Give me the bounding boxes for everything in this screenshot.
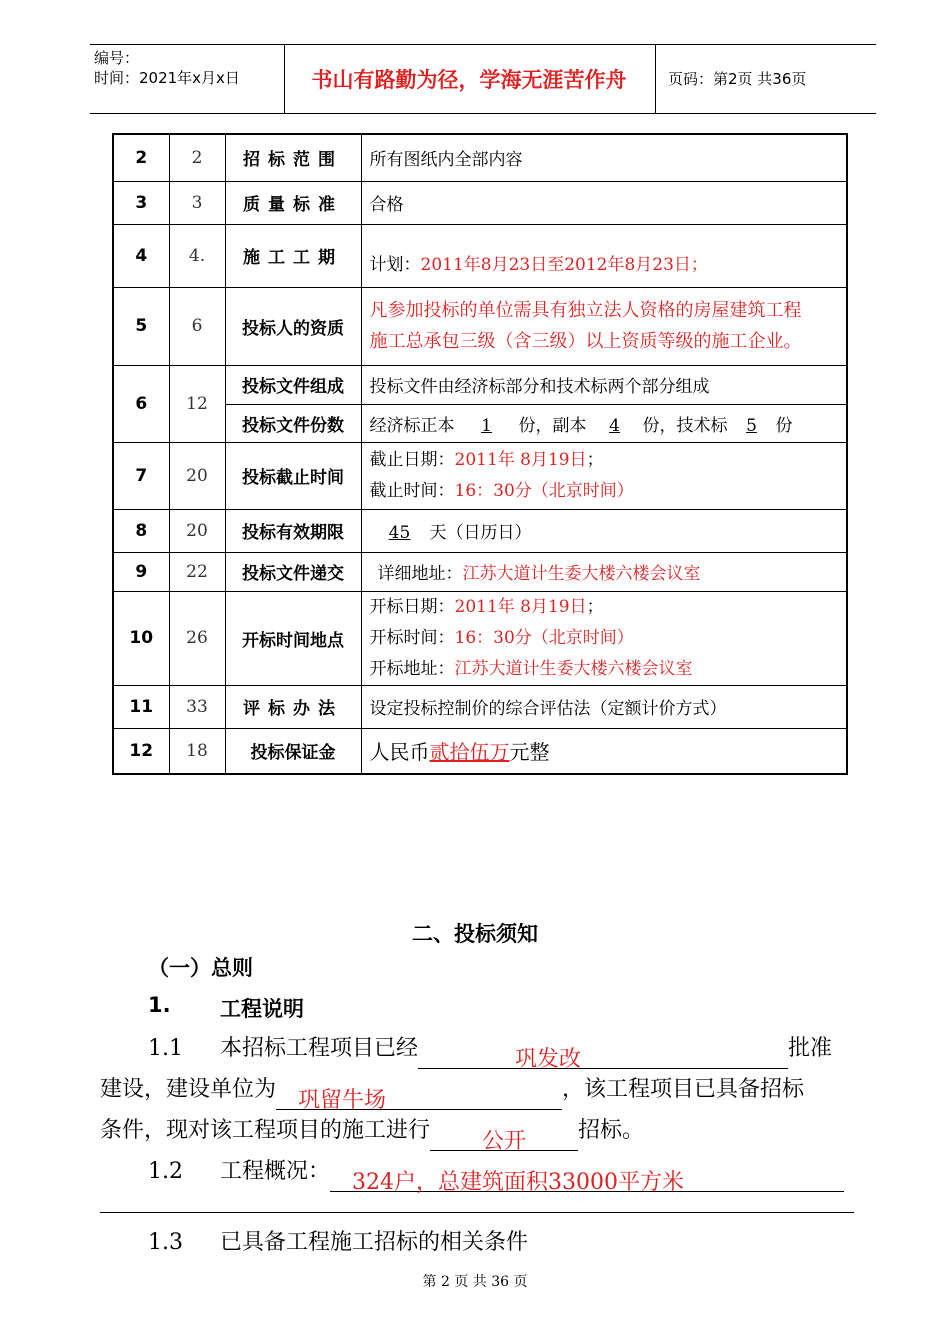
section-divider	[100, 1212, 854, 1213]
tender-method	[430, 1121, 578, 1154]
technical-copies-value: 5	[746, 415, 757, 436]
copies-text: 经济标正本	[369, 415, 455, 436]
clause-number-text: 1.3	[148, 1230, 183, 1255]
table-row	[113, 685, 847, 728]
clause-text: 条件，现对该工程项目的施工进行	[100, 1118, 431, 1143]
deadline-date-line	[370, 445, 839, 476]
opening-address-line	[370, 654, 839, 685]
clause-text: 工程概况：	[220, 1159, 331, 1184]
row-content: 所有图纸内全部内容	[361, 134, 847, 181]
page-header	[90, 44, 876, 114]
row-number: 2	[113, 134, 169, 181]
copies-text: 份，技术标	[642, 415, 728, 436]
header-bottom-rule	[90, 113, 876, 114]
duplicate-copies-value: 4	[609, 415, 620, 436]
table-row	[113, 224, 847, 287]
clause-number	[100, 1222, 220, 1263]
table-row	[113, 134, 847, 181]
clause-text: ，该工程项目已具备招标	[562, 1077, 805, 1102]
table-row	[113, 181, 847, 224]
item-title: 工程说明	[220, 997, 304, 1021]
row-number: 3	[113, 181, 169, 224]
punctuation: ；	[586, 449, 604, 470]
row-item: 投标文件递交	[225, 552, 361, 591]
row-item: 投标人的资质	[225, 287, 361, 365]
deposit-prefix: 人民币	[369, 740, 430, 765]
row-content	[361, 287, 847, 365]
table-row	[113, 728, 847, 774]
row-content	[361, 591, 847, 685]
qualification-line: 施工总承包三级（含三级）以上资质等级的施工企业。	[369, 331, 802, 352]
schedule-value: 2011年8月23日至2012年8月23日；	[420, 255, 708, 275]
row-ref: 20	[169, 442, 225, 509]
clause-number-text: 1.2	[148, 1159, 183, 1184]
project-overview	[330, 1162, 844, 1195]
row-item: 投标有效期限	[225, 509, 361, 552]
row-item: 招标范围	[225, 134, 361, 181]
header-page-info: 页码：第2页 共36页	[668, 70, 807, 88]
paragraph-1-1	[100, 1028, 833, 1072]
original-copies-value: 1	[481, 415, 492, 436]
row-ref: 6	[169, 287, 225, 365]
copies-text: 份	[775, 415, 793, 436]
opening-time-label: 开标时间：	[369, 627, 455, 648]
validity-days-unit: 天（日历日）	[429, 523, 532, 543]
owner-unit	[276, 1080, 562, 1113]
copies-text: 份，副本	[518, 415, 587, 436]
qualification-line: 凡参加投标的单位需具有独立法人资格的房屋建筑工程	[369, 300, 802, 321]
table-row	[113, 287, 847, 365]
row-ref: 2	[169, 134, 225, 181]
row-ref: 33	[169, 685, 225, 728]
row-content	[361, 728, 847, 774]
table-row	[113, 591, 847, 685]
row-ref: 26	[169, 591, 225, 685]
clause-text: 已具备工程施工招标的相关条件	[220, 1230, 529, 1255]
row-item: 投标文件份数	[225, 404, 361, 442]
opening-date-value: 2011年 8月19日	[454, 596, 587, 617]
row-content: 合格	[361, 181, 847, 224]
deposit-amount: 贰拾伍万	[429, 740, 510, 765]
table-row	[113, 552, 847, 591]
row-content	[361, 442, 847, 509]
row-ref: 22	[169, 552, 225, 591]
paragraph-1-2	[100, 1151, 844, 1195]
row-content: 投标文件由经济标部分和技术标两个部分组成	[361, 365, 847, 404]
header-divider	[655, 44, 656, 113]
punctuation: ；	[586, 596, 604, 617]
clause-text: 建设，建设单位为	[100, 1077, 277, 1102]
row-ref: 20	[169, 509, 225, 552]
deadline-time-line	[370, 476, 839, 507]
row-ref: 12	[169, 365, 225, 442]
row-number: 9	[113, 552, 169, 591]
row-number: 7	[113, 442, 169, 509]
table-row	[113, 442, 847, 509]
row-number: 11	[113, 685, 169, 728]
clause-text: 招标。	[578, 1118, 645, 1143]
row-ref: 18	[169, 728, 225, 774]
row-content	[361, 509, 847, 552]
paragraph-1-1-line-2	[100, 1069, 805, 1113]
owner-unit-value: 巩留牛场	[298, 1088, 387, 1113]
table-row	[113, 365, 847, 404]
item-number: 1.	[148, 993, 171, 1017]
row-content	[361, 404, 847, 442]
schedule-label: 计划：	[369, 255, 421, 275]
opening-date-label: 开标日期：	[369, 596, 455, 617]
deposit-suffix: 元整	[509, 740, 550, 765]
opening-address-value: 江苏大道计生委大楼六楼会议室	[454, 658, 693, 679]
tender-info-table	[112, 133, 848, 775]
row-item: 投标保证金	[225, 728, 361, 774]
approval-authority	[418, 1039, 788, 1072]
document-time-label: 时间：2021年x月x日	[94, 69, 240, 87]
row-item: 施工工期	[225, 224, 361, 287]
deadline-date-value: 2011年 8月19日	[454, 449, 587, 470]
deadline-time-value: 16：30分（北京时间）	[454, 480, 634, 501]
row-number: 6	[113, 365, 169, 442]
section-title: 二、投标须知	[412, 922, 538, 946]
opening-date-line	[370, 592, 839, 623]
clause-number	[100, 1028, 220, 1069]
address-value: 江苏大道计生委大楼六楼会议室	[462, 564, 701, 584]
paragraph-1-1-line-3	[100, 1110, 645, 1154]
row-content	[361, 552, 847, 591]
opening-address-label: 开标地址：	[369, 658, 455, 679]
row-number: 4	[113, 224, 169, 287]
row-item: 评标办法	[225, 685, 361, 728]
header-meta	[94, 48, 240, 88]
row-number: 8	[113, 509, 169, 552]
clause-number-text: 1.1	[148, 1036, 183, 1061]
page-footer: 第 2 页 共 36 页	[422, 1274, 528, 1290]
row-number: 10	[113, 591, 169, 685]
project-overview-value: 324户，总建筑面积33000平方米	[352, 1170, 684, 1195]
subsection-title: （一）总则	[148, 956, 253, 980]
row-ref: 4.	[169, 224, 225, 287]
clause-text: 本招标工程项目已经	[220, 1036, 419, 1061]
row-number: 12	[113, 728, 169, 774]
row-content: 设定投标控制价的综合评估法（定额计价方式）	[361, 685, 847, 728]
table-row	[113, 509, 847, 552]
paragraph-1-3	[100, 1222, 528, 1263]
deadline-time-label: 截止时间：	[369, 480, 455, 501]
clause-text: 批准	[788, 1036, 833, 1061]
row-ref: 3	[169, 181, 225, 224]
row-item: 质量标准	[225, 181, 361, 224]
row-item: 投标截止时间	[225, 442, 361, 509]
document-number-label: 编号：	[94, 49, 140, 67]
header-motto: 书山有路勤为径，学海无涯苦作舟	[311, 67, 627, 92]
validity-days-value: 45	[388, 523, 411, 543]
row-item: 投标文件组成	[225, 365, 361, 404]
row-item: 开标时间地点	[225, 591, 361, 685]
clause-number	[100, 1151, 220, 1192]
approval-authority-value: 巩发改	[515, 1047, 582, 1072]
opening-time-line	[370, 623, 839, 654]
opening-time-value: 16：30分（北京时间）	[454, 627, 634, 648]
deadline-date-label: 截止日期：	[369, 449, 455, 470]
row-number: 5	[113, 287, 169, 365]
row-content	[361, 224, 847, 287]
tender-method-value: 公开	[482, 1129, 527, 1154]
address-label: 详细地址：	[377, 564, 463, 584]
